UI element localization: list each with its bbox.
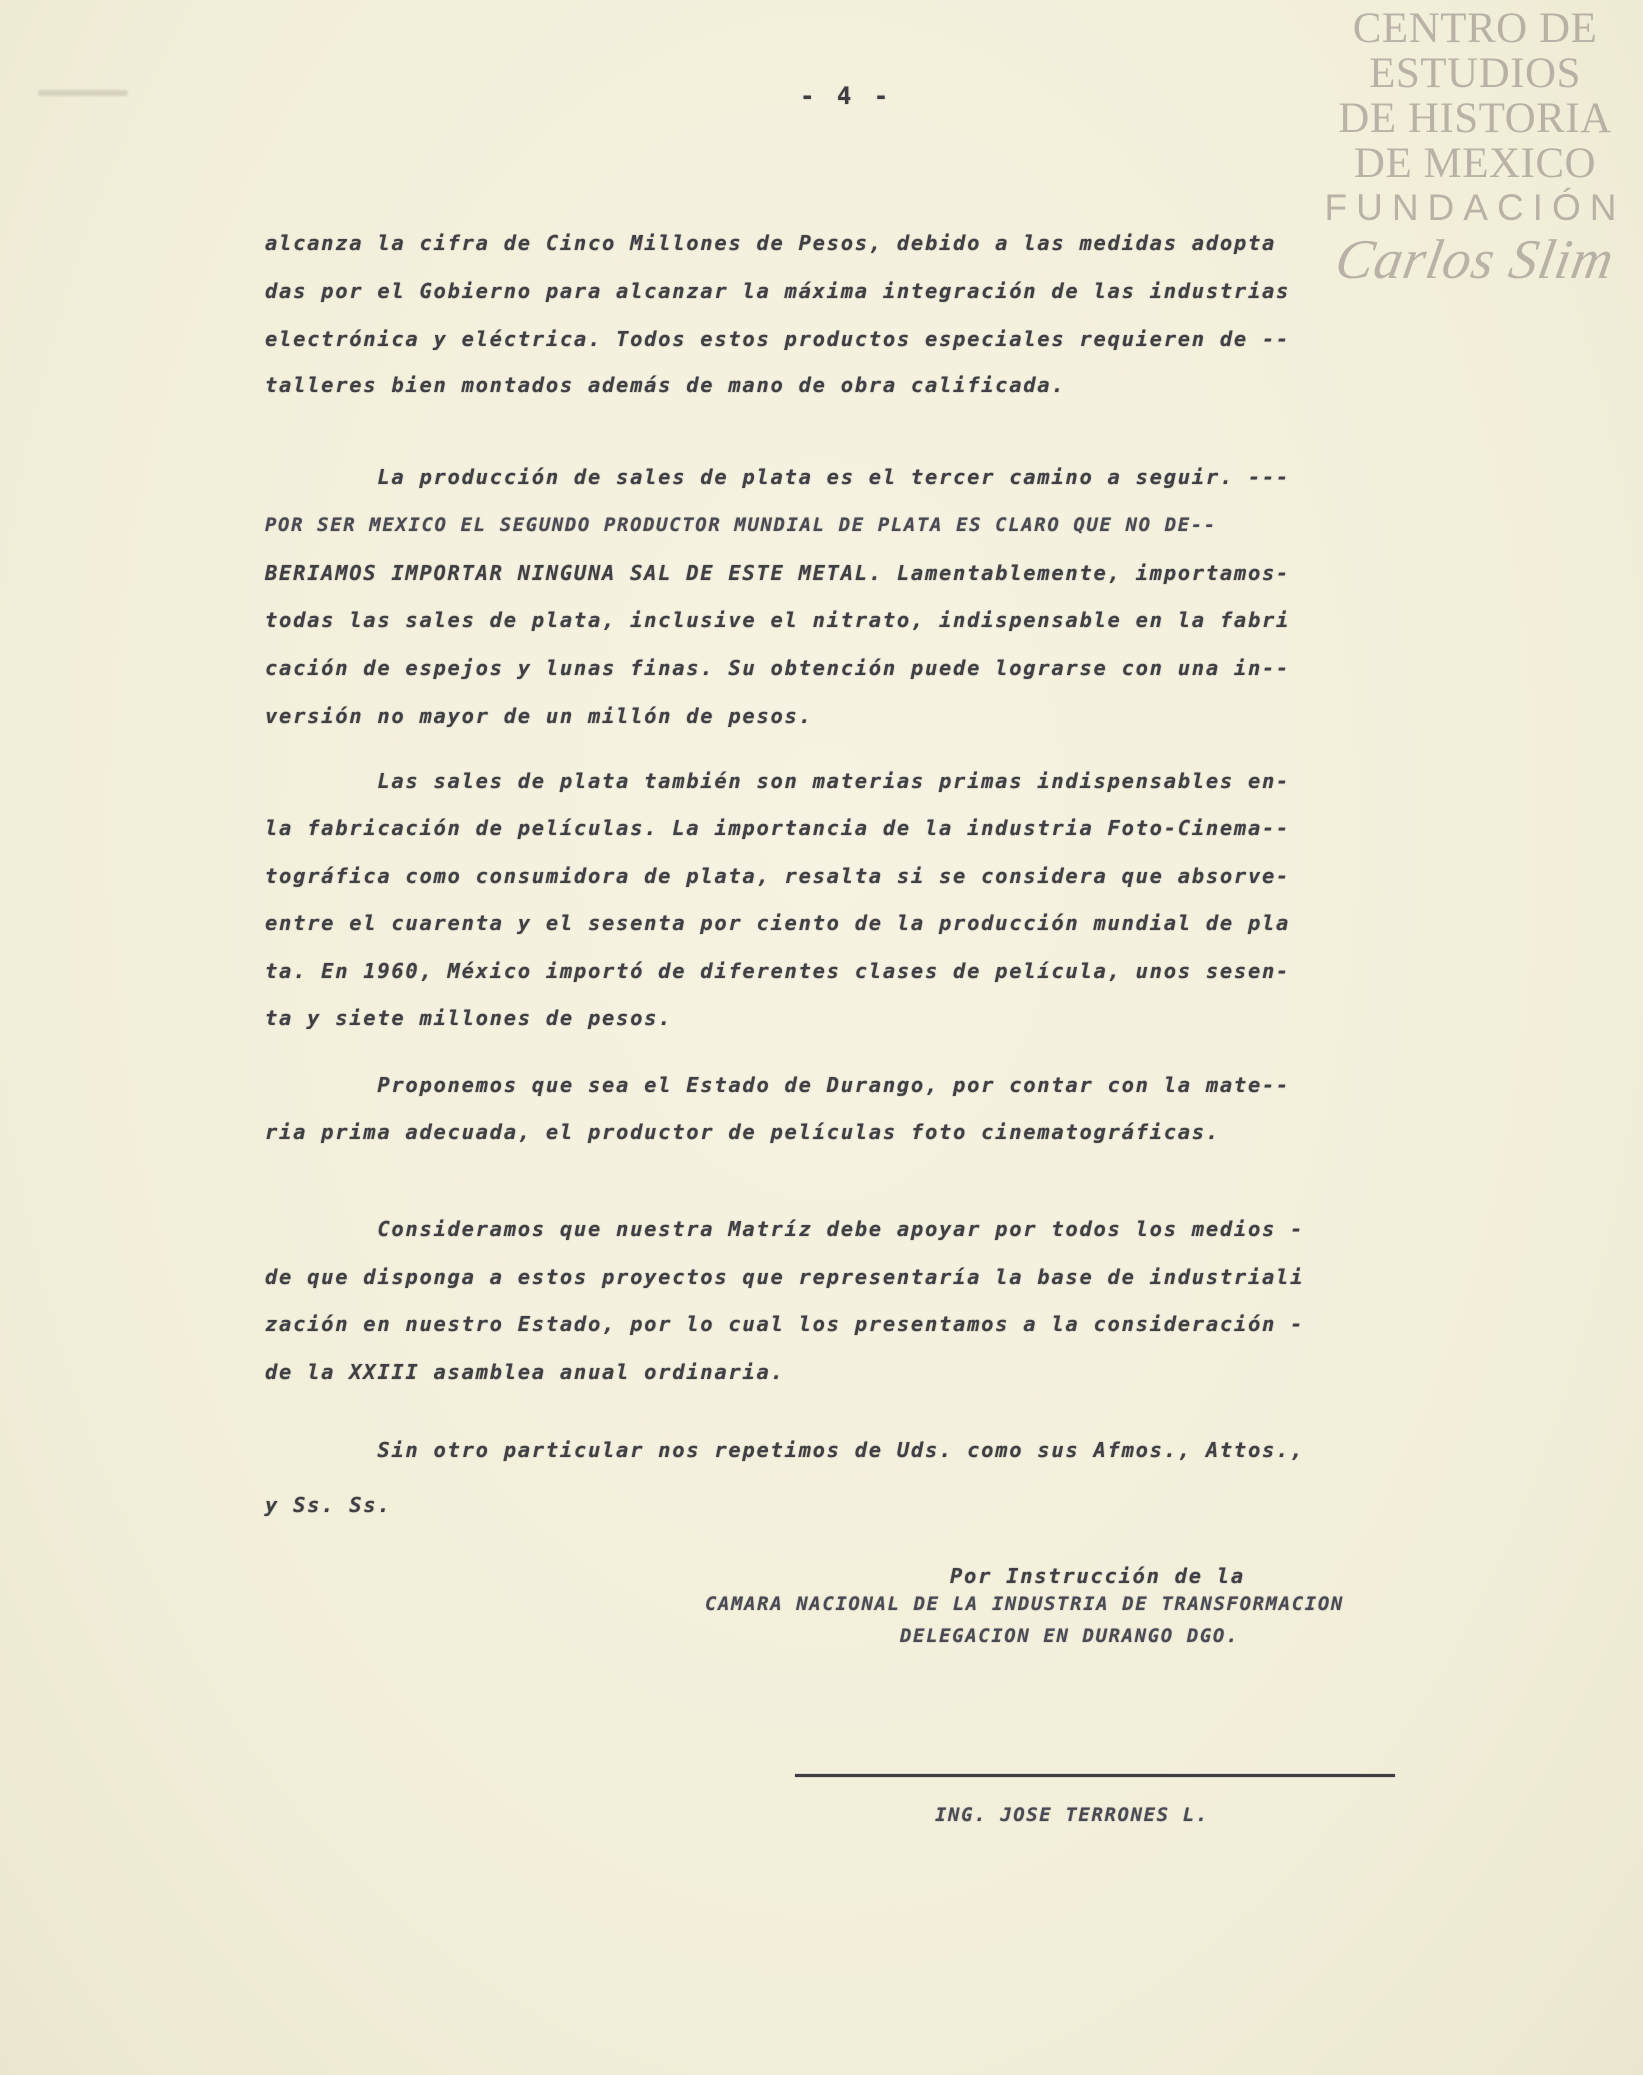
paper-smudge	[38, 90, 128, 96]
page-number: - 4 -	[800, 82, 893, 110]
paragraph-4-line-2: ria prima adecuada, el productor de películas foto cinematográficas.	[265, 1120, 1220, 1144]
closing-instruction: Por Instrucción de la	[950, 1564, 1245, 1588]
watermark-line-2: ESTUDIOS	[1369, 50, 1581, 97]
paragraph-2-line-4: todas las sales de plata, inclusive el nitrato, indispensable en la fabri	[265, 608, 1291, 632]
paragraph-3-line-1: Las sales de plata también son materias primas indispensables en-	[265, 769, 1291, 793]
watermark-signature: Carlos Slim	[1331, 229, 1619, 291]
paragraph-3-line-2: la fabricación de películas. La importancia de la industria Foto-Cinema--	[265, 816, 1291, 840]
closing-delegation: DELEGACION EN DURANGO DGO.	[900, 1625, 1240, 1647]
watermark-line-3: DE HISTORIA	[1338, 95, 1612, 142]
watermark-line-1: CENTRO DE	[1352, 5, 1598, 52]
paragraph-2-line-2: POR SER MEXICO EL SEGUNDO PRODUCTOR MUNDIAL DE PLATA ES CLARO QUE NO DE--	[265, 514, 1217, 536]
paragraph-6-line-2: y Ss. Ss.	[265, 1493, 392, 1517]
paragraph-1-line-2: das por el Gobierno para alcanzar la máxima integración de las industrias	[265, 279, 1291, 303]
paragraph-3-line-4: entre el cuarenta y el sesenta por ciento de la producción mundial de pla	[265, 911, 1291, 935]
paragraph-1-line-1: alcanza la cifra de Cinco Millones de Pesos, debido a las medidas adopta	[265, 231, 1277, 255]
signature-line	[795, 1774, 1395, 1777]
paragraph-3-line-6: ta y siete millones de pesos.	[265, 1006, 673, 1030]
closing-chamber: CAMARA NACIONAL DE LA INDUSTRIA DE TRANSFORMACION	[705, 1593, 1344, 1615]
paragraph-4-line-1: Proponemos que sea el Estado de Durango, por contar con la mate--	[265, 1073, 1291, 1097]
paragraph-5-line-3: zación en nuestro Estado, por lo cual los presentamos a la consideración -	[265, 1312, 1305, 1336]
paragraph-2-line-6: versión no mayor de un millón de pesos.	[265, 704, 813, 728]
paragraph-1-line-4: talleres bien montados además de mano de obra calificada.	[265, 373, 1066, 397]
signer-name: ING. JOSE TERRONES L.	[935, 1804, 1209, 1826]
paragraph-2-line-1: La producción de sales de plata es el tercer camino a seguir. ---	[265, 465, 1291, 489]
watermark-fundacion: FUNDACIÓN	[1324, 187, 1626, 228]
paragraph-5-line-2: de que disponga a estos proyectos que representaría la base de industriali	[265, 1265, 1305, 1289]
paragraph-2-line-5: cación de espejos y lunas finas. Su obtención puede lograrse con una in--	[265, 656, 1291, 680]
paragraph-5-line-1: Consideramos que nuestra Matríz debe apoyar por todos los medios -	[265, 1217, 1305, 1241]
watermark-line-4: DE MEXICO	[1353, 140, 1597, 187]
paragraph-3-line-3: tográfica como consumidora de plata, resalta si se considera que absorve-	[265, 864, 1291, 888]
paragraph-5-line-4: de la XXIII asamblea anual ordinaria.	[265, 1360, 785, 1384]
paragraph-2-line-3: BERIAMOS IMPORTAR NINGUNA SAL DE ESTE METAL. Lamentablemente, importamos-	[265, 561, 1291, 585]
archive-watermark	[1310, 6, 1640, 290]
paragraph-6-line-1: Sin otro particular nos repetimos de Uds. como sus Afmos., Attos.,	[265, 1438, 1305, 1462]
paragraph-3-line-5: ta. En 1960, México importó de diferentes clases de película, unos sesen-	[265, 959, 1291, 983]
paragraph-1-line-3: electrónica y eléctrica. Todos estos productos especiales requieren de --	[265, 327, 1291, 351]
